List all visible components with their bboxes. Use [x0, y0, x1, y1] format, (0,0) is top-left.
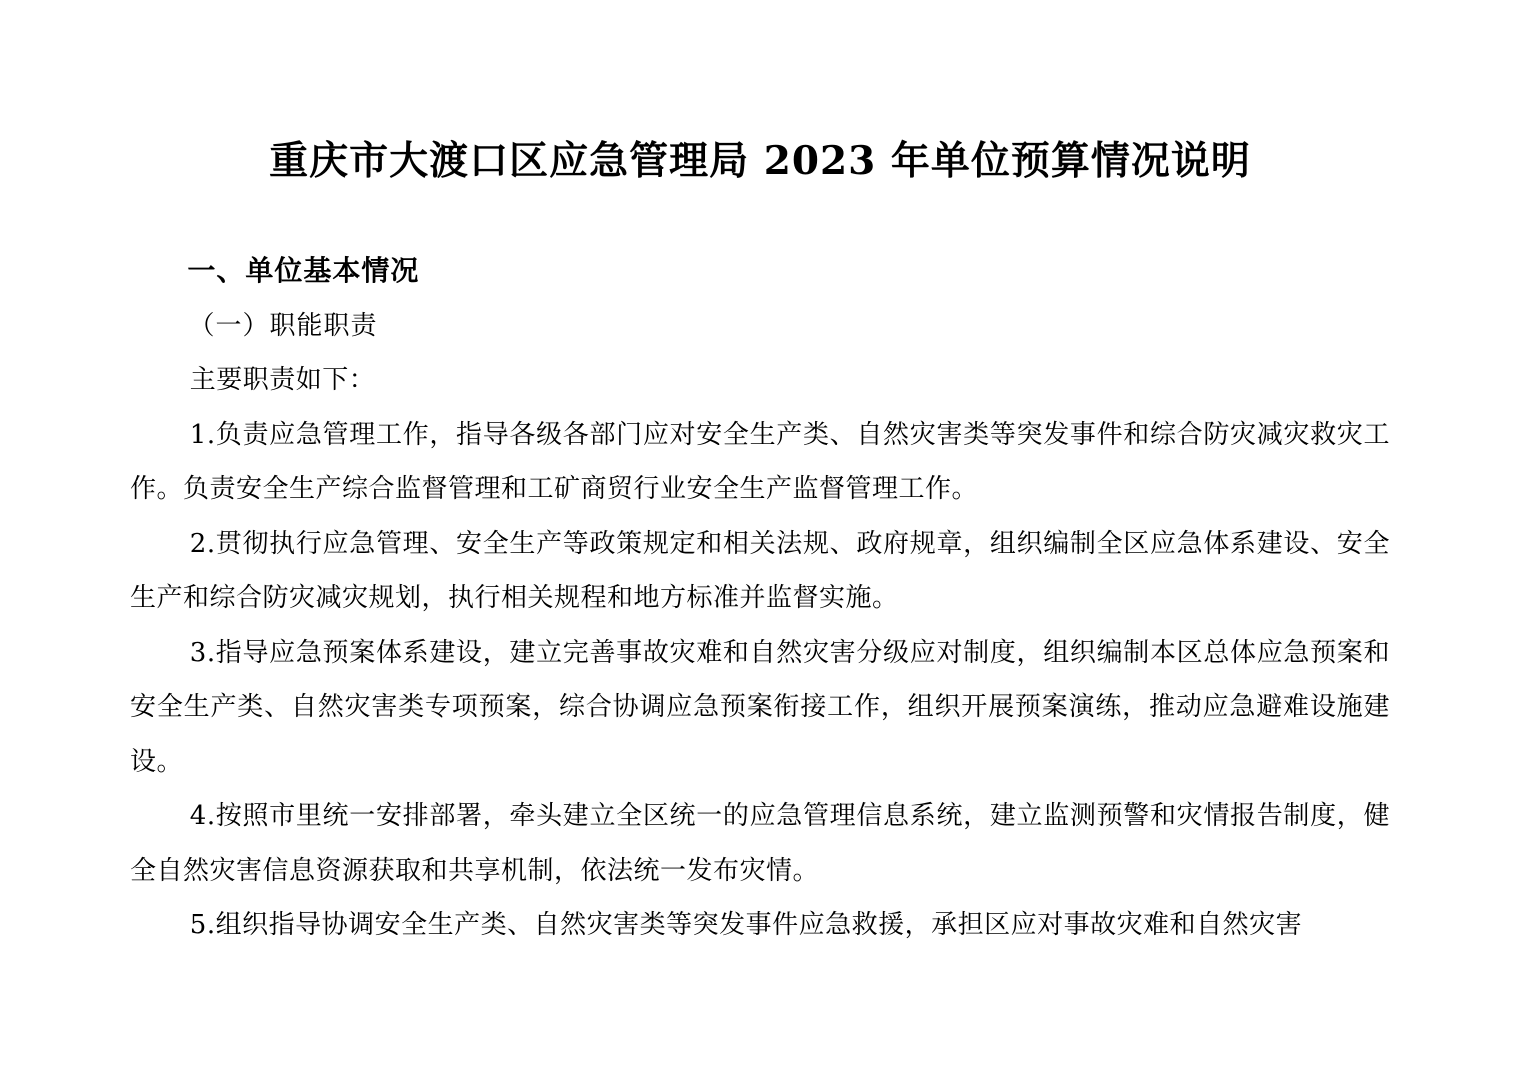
section-heading-basic-info: 一、单位基本情况	[187, 254, 420, 287]
subsection-heading-duties: （一）职能职责	[188, 310, 378, 341]
document-title: 重庆市大渡口区应急管理局 2023 年单位预算情况说明	[269, 138, 1251, 184]
duties-intro-line: 主要职责如下：	[189, 365, 376, 395]
duty-paragraph-3: 3.指导应急预案体系建设，建立完善事故灾难和自然灾害分级应对制度，组织编制本区总体应急预案和安全生产类、自然灾害类专项预案，综合协调应急预案衔接工作，组织开展预案演练，推动应急避难设施建设。	[130, 637, 1390, 777]
duty-paragraph-1: 1.负责应急管理工作，指导各级各部门应对安全生产类、自然灾害类等突发事件和综合防灾减灾救灾工作。负责安全生产综合监督管理和工矿商贸行业安全生产监督管理工作。	[130, 419, 1390, 504]
duty-paragraph-5: 5.组织指导协调安全生产类、自然灾害类等突发事件应急救援，承担区应对事故灾难和自然灾害	[189, 910, 1303, 940]
duty-paragraph-2: 2.贯彻执行应急管理、安全生产等政策规定和相关法规、政府规章，组织编制全区应急体系建设、安全生产和综合防灾减灾规划，执行相关规程和地方标准并监督实施。	[130, 528, 1390, 613]
duty-paragraph-4: 4.按照市里统一安排部署，牵头建立全区统一的应急管理信息系统，建立监测预警和灾情报告制度，健全自然灾害信息资源获取和共享机制，依法统一发布灾情。	[130, 801, 1390, 886]
